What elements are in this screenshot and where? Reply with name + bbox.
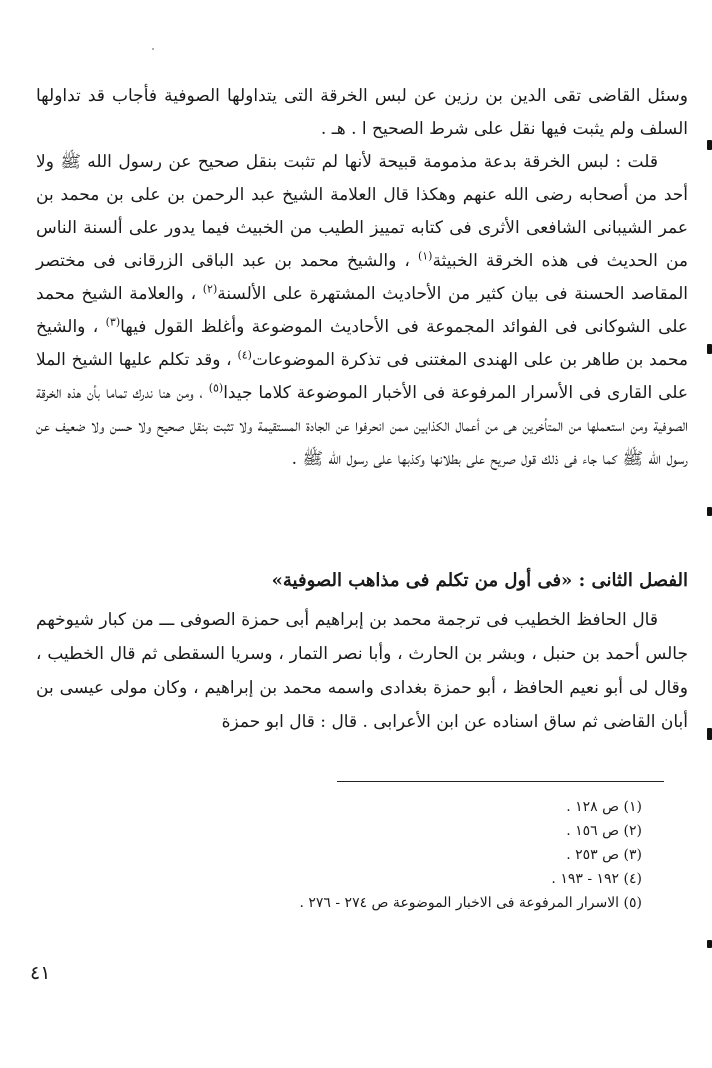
paragraph-2-text: ، والشيخ محمد بن عبد الباقى الزرقانى فى مختصر المقاصد الحسنة فى بيان كثير من الأحاديث المشتهرة على الألسنة <box>36 251 688 304</box>
footnote-item: (٣) ص ٢٥٣ . <box>566 847 642 863</box>
paragraph-2 <box>36 146 688 476</box>
paragraph-2-text: ، والشيخ محمد بن طاهر بن على الهندى المغتنى فى تذكرة الموضوعات <box>36 317 688 370</box>
footnote-ref-4: (٤) <box>237 348 252 362</box>
scan-edge-mark <box>707 507 712 516</box>
paragraph-2-text: ، وقد تكلم عليها الشيخ الملا على القارى فى الأسرار المرفوعة فى الأخبار الموضوعة كلاما جيدا <box>36 350 689 403</box>
scan-edge-mark <box>707 940 712 948</box>
paragraph-2-text: قلت : لبس الخرقة بدعة مذمومة قبيحة لأنها لم تثبت بنقل صحيح عن رسول الله ﷺ ولا أحد من أصحابه رضى الله عنهم وهكذا قال العلامة الشيخ عبد الرحمن بن على بن محمد بن عمر الشيبانى الشافعى الأثرى فى كتابه تمييز الطيب من الخبيث فيما يدور على ألسنة الناس من الحديث فى هذه الخرقة الخبيثة <box>36 152 688 271</box>
footnote-ref-2: (٢) <box>202 282 218 296</box>
footnote-item: (٢) ص ١٥٦ . <box>566 823 642 839</box>
footnote-divider <box>337 781 664 782</box>
footnote-ref-1: (١) <box>417 249 433 263</box>
paragraph-1: وسئل القاضى تقى الدين بن رزين عن لبس الخرقة التى يتداولها الصوفية فأجاب قد تداولها السلف ولم يثبت فيها نقل على شرط الصحيح ا . هـ . <box>36 86 688 139</box>
scan-speck <box>152 48 154 50</box>
footnote-item: (٤) ١٩٢ - ١٩٣ . <box>551 871 642 887</box>
footnote-item: (٥) الاسرار المرفوعة فى الاخبار الموضوعة ص ٢٧٤ - ٢٧٦ . <box>299 895 642 911</box>
footnote-ref-5: (٥) <box>208 381 224 395</box>
scan-edge-mark <box>707 728 712 740</box>
footnote-item: (١) ص ١٢٨ . <box>566 799 642 815</box>
scan-edge-mark <box>707 140 712 150</box>
footnotes-list <box>42 795 642 915</box>
page-number: ٤١ <box>30 962 51 984</box>
footnote-ref-3: (٣) <box>105 315 121 329</box>
scan-edge-mark <box>707 344 712 354</box>
paragraph-3: قال الحافظ الخطيب فى ترجمة محمد بن إبراهيم أبى حمزة الصوفى ـــ من كبار شيوخهم جالس أحمد بن حنبل ، وبشر بن الحارث ، وأبا نصر التمار ، وسريا السقطى ثم قال الخطيب ، وقال لى أبو نعيم الحافظ ، أبو حمزة بغدادى واسمه محمد بن إبراهيم ، وكان مولى عيسى بن أبان القاضى ثم ساق اسناده عن ابن الأعرابى . قال : قال ابو حمزة <box>36 610 688 732</box>
paragraph-2-text: ، ومن هنا ندرك تماما بأن هذه الخرقة الصوفية ومن استعملها من المتأخرين هى من أعمال الكذابين ممن انحرفوا عن الجادة المستقيمة ولا تثبت بنقل صحيح ولا حسن ولا ضعيف عن رسول الله ﷺ كما جاء فى ذلك قول صريح على بطلانها وكذبها على رسول الله ﷺ . <box>36 383 688 469</box>
paragraph-2-text: ، والعلامة الشيخ محمد على الشوكانى فى الفوائد المجموعة فى الأحاديث الموضوعة وأغلظ القول فيها <box>36 284 689 337</box>
section-heading: الفصل الثانى : «فى أول من تكلم فى مذاهب الصوفية» <box>271 570 688 591</box>
